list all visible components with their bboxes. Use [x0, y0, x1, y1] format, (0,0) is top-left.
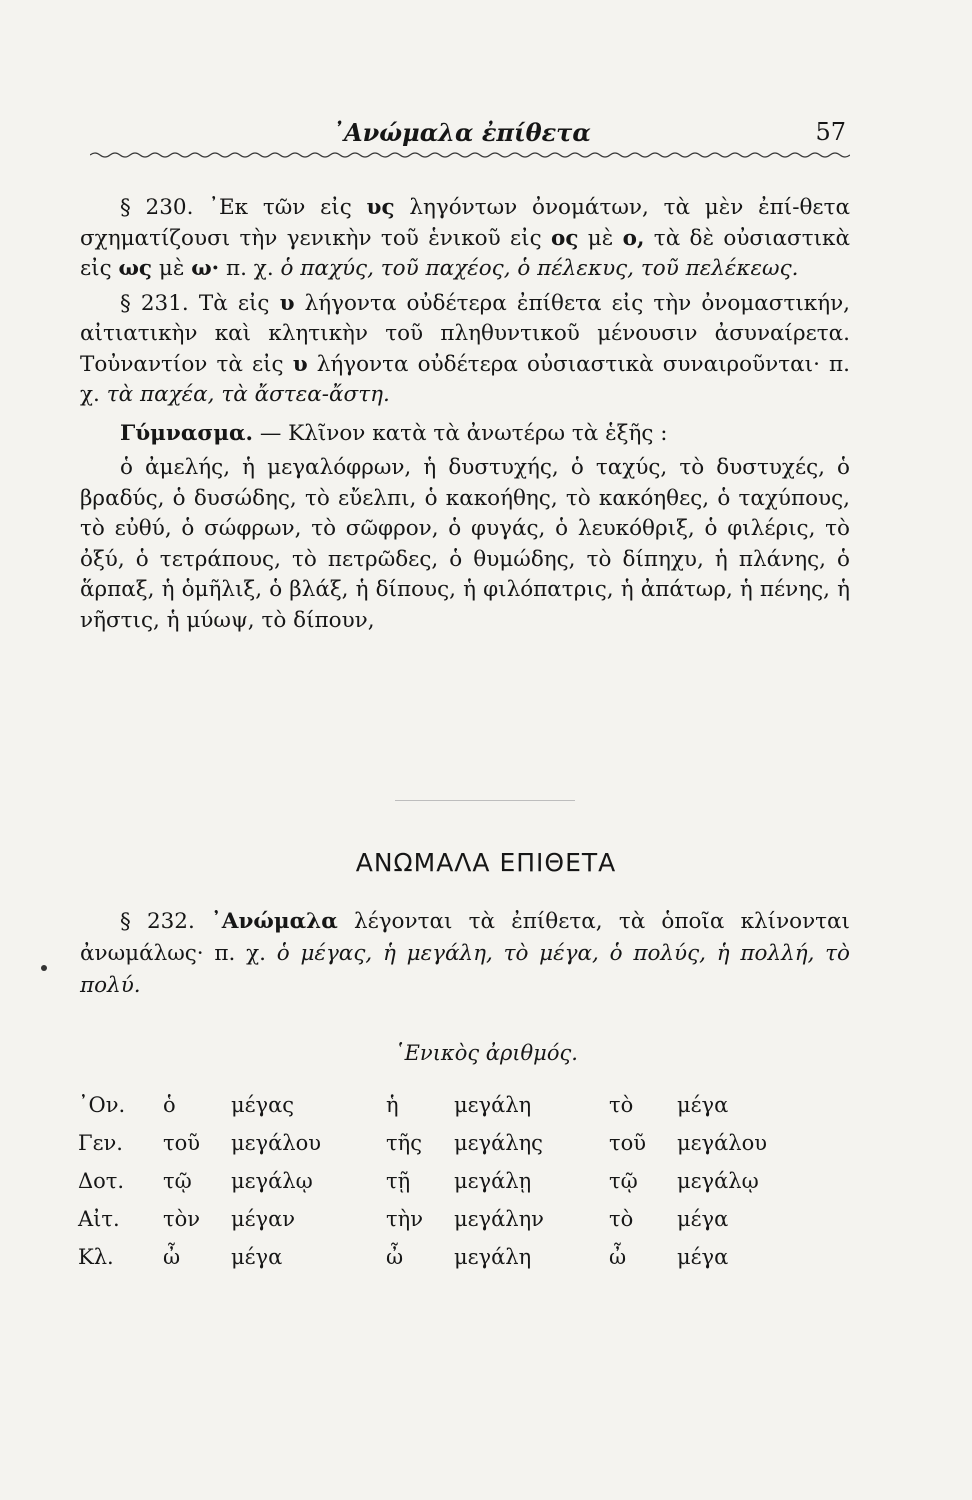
term-bold: ᾿Ανώμαλα	[211, 909, 338, 934]
section-mark: § 231.	[120, 290, 189, 316]
text-run: τὰ δὲ οὐσιαστικὰ εἰς	[80, 225, 850, 281]
example-italic: ὁ μέγας, ἡ μεγάλη, τὸ μέγα, ὁ πολύς, ἡ πολλή, τὸ πολύ.	[80, 941, 851, 998]
text-run: μὲ	[578, 225, 623, 251]
text-run: ᾿Εκ τῶν εἰς	[208, 195, 367, 220]
section-mark: § 230.	[120, 195, 194, 220]
table-row	[78, 1162, 832, 1200]
paragraph-232	[80, 906, 850, 1002]
table-row	[78, 1086, 832, 1124]
ending-bold: υς	[366, 195, 395, 220]
ending-bold: ως	[118, 256, 153, 281]
exercise-label: Γύμνασμα.	[120, 420, 253, 446]
case-label: Κλ.	[78, 1245, 114, 1269]
text-run: Τὰ εἰς	[198, 290, 280, 316]
text-run: ληγόντων ὀνομάτων, τὰ μὲν ἐπί-θετα σχηματίζουσι τὴν γενικὴν τοῦ ἑνικοῦ εἰς	[80, 195, 850, 251]
ending-bold: υ	[279, 290, 295, 316]
table-cell: μεγάλη	[454, 1093, 532, 1117]
table-cell: μέγα	[677, 1207, 729, 1231]
table-cell: τοῦ	[609, 1131, 647, 1155]
example-italic: ὁ παχύς, τοῦ παχέος, ὁ πέλεκυς, τοῦ πελέκεως.	[280, 256, 799, 281]
table-cell: μεγάλου	[231, 1131, 321, 1155]
table-cell: μέγα	[677, 1245, 729, 1269]
table-cell: τὸν	[163, 1207, 201, 1231]
paragraph-231	[80, 289, 850, 411]
section-heading: ΑΝΩΜΑΛΑ ΕΠΙΘΕΤΑ	[355, 848, 617, 877]
exercise-words	[80, 453, 850, 636]
paragraph-230	[80, 193, 850, 285]
text-run: μὲ	[152, 256, 192, 281]
table-cell: τῇ	[386, 1169, 411, 1193]
table-cell: μέγαν	[231, 1207, 296, 1231]
margin-dot	[41, 965, 47, 971]
section-mark: § 232.	[120, 909, 195, 934]
exercise-paragraph	[80, 419, 850, 450]
ending-bold: ος	[550, 225, 579, 251]
table-cell: μεγάλῃ	[454, 1169, 532, 1193]
table-row	[78, 1200, 832, 1238]
table-cell: ὦ	[386, 1245, 404, 1269]
example-italic: τὰ παχέα, τὰ ἄστεα-ἄστη.	[106, 382, 390, 407]
table-cell: τὸ	[609, 1093, 634, 1117]
exercise-word-list: ὁ ἀμελής, ἡ μεγαλόφρων, ἡ δυστυχής, ὁ ταχύς, τὸ δυστυχές, ὁ βραδύς, ὁ δυσώδης, τὸ εὔελπι, ὁ κακοήθης, τὸ κακόηθες, ὁ ταχύπους, τὸ εὐθύ, ὁ σώφρων, τὸ σῶφρον, ὁ φυγάς, ὁ λευκόθριξ, ὁ φιλέρις, τὸ ὀξύ, ὁ τετράπους, τὸ πετρῶδες, ὁ θυμώδης, τὸ δίπηχυ, ἡ πλάνης, ὁ ἅρπαξ, ἡ ὁμῆλιξ, ὁ βλάξ, ἡ δίπους, ἡ φιλόπατρις, ἡ ἀπάτωρ, ἡ πένης, ἡ νῆστις, ἡ μύωψ, τὸ δίπουν,	[80, 455, 850, 633]
table-cell: τῷ	[163, 1169, 192, 1193]
table-cell: τῆς	[386, 1131, 422, 1155]
page-number: 57	[815, 118, 846, 146]
text-run: λήγοντα οὐδέτερα ἐπίθετα εἰς τὴν ὀνομαστικήν, αἰτιατικὴν καὶ κλητικὴν τοῦ πληθυντικοῦ μένουσιν ἀσυναίρετα. Τοὐναντίον τὰ εἰς	[80, 290, 850, 377]
table-cell: τῷ	[609, 1169, 638, 1193]
table-cell: μεγάλῳ	[231, 1169, 313, 1193]
table-row	[78, 1124, 832, 1162]
table-cell: ἡ	[386, 1093, 399, 1117]
table-caption: ῾Ενικὸς ἀριθμός.	[394, 1041, 578, 1065]
text-run: λέγονται τὰ ἐπίθετα, τὰ ὁποῖα κλίνονται ἀνωμάλως· π. χ.	[80, 909, 850, 966]
text-run: π. χ.	[219, 256, 281, 281]
ending-bold: ο,	[622, 225, 645, 251]
table-cell: ὦ	[163, 1245, 181, 1269]
table-cell: ὦ	[609, 1245, 627, 1269]
table-cell: μεγάλης	[454, 1131, 543, 1155]
ending-bold: υ	[292, 351, 308, 377]
wavy-rule	[90, 150, 850, 160]
section-divider	[395, 800, 575, 801]
table-row	[78, 1238, 832, 1276]
table-cell: τὴν	[386, 1207, 423, 1231]
table-cell: μέγας	[231, 1093, 295, 1117]
text-run: λήγοντα οὐδέτερα οὐσιαστικὰ συναιροῦνται· π. χ.	[80, 351, 850, 407]
ending-bold: ω·	[191, 256, 220, 281]
body-text-2	[80, 906, 850, 1006]
table-cell: τὸ	[609, 1207, 634, 1231]
table-cell: μεγάλῳ	[677, 1169, 759, 1193]
case-label: Γεν.	[78, 1131, 123, 1155]
table-cell: μεγάλην	[454, 1207, 544, 1231]
exercise-instruction: — Κλῖνον κατὰ τὰ ἀνωτέρω τὰ ἑξῆς :	[259, 420, 668, 446]
table-cell: ὁ	[163, 1093, 176, 1117]
declension-table	[78, 1086, 832, 1276]
body-text	[80, 193, 850, 640]
table-cell: μέγα	[231, 1245, 283, 1269]
case-label: Αἰτ.	[78, 1207, 120, 1231]
table-cell: μέγα	[677, 1093, 729, 1117]
case-label: ᾿Ον.	[78, 1093, 126, 1117]
case-label: Δοτ.	[78, 1169, 125, 1193]
table-cell: μεγάλη	[454, 1245, 532, 1269]
table-cell: μεγάλου	[677, 1131, 767, 1155]
running-title: ᾿Ανώμαλα ἐπίθετα	[332, 118, 591, 147]
table-cell: τοῦ	[163, 1131, 201, 1155]
